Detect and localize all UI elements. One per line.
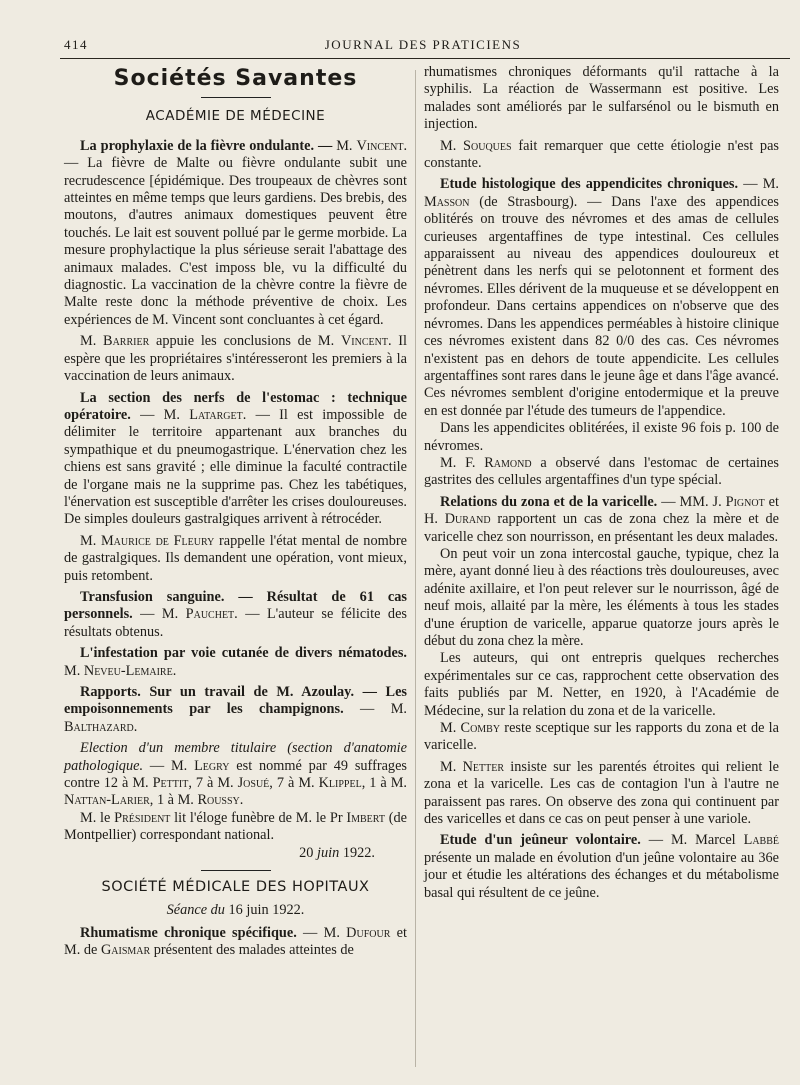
article-nematodes: L'infestation par voie cutanée de divers nématodes. M. Neveu-Lemaire. <box>64 645 407 679</box>
main-title: Sociétés Savantes <box>113 66 358 91</box>
paragraph-barrier: M. Barrier appuie les conclusions de M. Vincent. Il espère que les propriétaires s'intéresseront les premiers à la vaccination de leurs animaux. <box>64 333 407 385</box>
journal-title: JOURNAL DES PRATICIENS <box>324 37 522 52</box>
right-column <box>424 64 779 902</box>
title-rule <box>201 97 271 98</box>
article-election: Election d'un membre titulaire (section d'anatomie pathologique. — M. Legry est nommé par 49 suffrages contre 12 à M. Pettit, 7 à M. Josué, 7 à M. Klippel, 1 à M. Nattan-Larier, 1 à M. Roussy. <box>64 740 408 809</box>
author-name: Barrier <box>103 333 150 350</box>
author-name: Labbé <box>743 832 779 849</box>
paragraph-comby: M. Comby reste sceptique sur les rapports du zona et de la varicelle. <box>424 720 779 754</box>
article-title: Relations du zona et de la varicelle. <box>440 493 658 510</box>
article-title: Etude d'un jeûneur volontaire. <box>440 832 641 849</box>
article-appendicites: Etude histologique des appendicites chroniques. — M. Masson (de Strasbourg). — Dans l'axe des appendices oblitérés on trouve des névromes et des amas de cellules curieuses argentaffines de type intestinal. Ces cellules apparaissent au niveau des appendices douloureux et pénètrent dans les nerfs qui se pelotonnent et forment des névromes. Elles dérivent de la muqueuse et se développent en profondeur. Dans certains appendices on n'observe que des névromes. Dans les appendices perméables à histoire clinique ces névromes existent dans 82 0/0 des cas. Ces névromes n'existent pas en dehors de toute appendicite. Les cellules argentaffines sont rares dans le jeune âge et dans l'âge avancé. Ces névromes semblent d'origine entodermique et la preuve en est donnée par l'étude des tumeurs de l'appendice. <box>424 176 779 419</box>
signature-date: 20 juin 1922. <box>299 844 375 861</box>
author-name: Latarget <box>189 406 243 423</box>
section-title-academie: ACADÉMIE DE MÉDECINE <box>145 108 326 125</box>
column-divider <box>415 70 416 1067</box>
paragraph-zona-recherches: Les auteurs, qui ont entrepris quelques recherches expérimentales sur ce cas, rapprochent cette observation des faits publiés par M. Netter, en 1920, à l'Académie de Médecine, sur la relation du zona et de la varicelle. <box>424 650 779 719</box>
article-title: L'infestation par voie cutanée de divers nématodes. <box>80 645 407 662</box>
article-title-italic: Election d'un membre titulaire (section d'anatomie pathologique. <box>64 740 407 774</box>
author-name: Balthazard <box>64 718 134 735</box>
author-name: Maurice de Fleury <box>100 532 215 549</box>
author-name: Nattan-Larier <box>64 792 150 809</box>
paragraph-de-fleury: M. Maurice de Fleury rappelle l'état mental de nombre de gastralgiques. Ils demandent une opération, vont mieux, puis retombent. <box>64 532 407 584</box>
author-name: Legry <box>194 757 230 774</box>
author-name: Dufour <box>346 924 391 941</box>
paragraph-eloge: M. le Président lit l'éloge funèbre de M. le Pr Imbert (de Montpellier) correspondant national. <box>64 809 407 844</box>
paragraph-souques: M. Souques fait remarquer que cette étiologie n'est pas constante. <box>424 137 779 172</box>
article-title: La section des nerfs de l'estomac : technique opératoire. <box>64 389 407 423</box>
author-name: Souques <box>463 137 512 154</box>
author-name: Masson <box>424 193 470 210</box>
author-name: Vincent <box>356 137 404 154</box>
author-name: Gaismar <box>100 942 151 959</box>
article-title: Transfusion sanguine. — Résultat de 61 cas personnels. <box>64 588 407 623</box>
section-rule <box>201 870 271 871</box>
article-title: Rhumatisme chronique spécifique. <box>80 924 297 941</box>
article-zona-varicelle: Relations du zona et de la varicelle. — MM. J. Pignot et H. Durand rapportent un cas de zona chez la mère et de varicelle chez son nourrisson, en présentant les deux malades. <box>424 493 779 545</box>
author-name: Klippel <box>318 775 362 792</box>
paragraph-rhumatisme-cont: rhumatismes chroniques déformants qu'il rattache à la syphilis. La réaction de Wassermann est positive. Les malades sont améliorés par le sulfarsénol ou le bismuth en injection. <box>424 64 779 133</box>
author-name: Pauchet <box>185 606 235 623</box>
author-name: Comby <box>460 720 501 737</box>
author-name: Imbert <box>346 809 385 826</box>
seance-line: Séance du 16 juin 1922. <box>166 902 305 919</box>
article-title: La prophylaxie de la fièvre ondulante. — <box>80 137 333 154</box>
author-name: Pettit <box>152 775 189 792</box>
paragraph-netter: M. Netter insiste sur les parentés étroites qui relient le zona et la varicelle. Les cas de contagion l'un à l'autre ne paraissent pas rares. On observe des zona qui continuent par des varicelles et dans ce cas on peut penser à une variole. <box>424 758 779 828</box>
header-rule <box>60 58 790 59</box>
author-name: Roussy <box>197 792 240 809</box>
paragraph-appendicites-stat: Dans les appendicites oblitérées, il existe 96 fois p. 100 de névromes. <box>424 420 779 454</box>
article-jeuneur: Etude d'un jeûneur volontaire. — M. Marcel Labbé présente un malade en évolution d'un jeûne volontaire au 36e jour et étudie les altérations des échanges et du métabolisme basal qui résultent de ce jeûne. <box>424 832 779 901</box>
article-rhumatisme: Rhumatisme chronique spécifique. — M. Dufour et M. de Gaismar présentent des malades atteintes de <box>64 924 407 959</box>
author-name: Josué <box>237 775 270 792</box>
article-title: Etude histologique des appendicites chroniques. <box>440 176 739 193</box>
author-name: Ramond <box>484 454 532 471</box>
article-transfusion: Transfusion sanguine. — Résultat de 61 cas personnels. — M. Pauchet. — L'auteur se félicite des résultats obtenus. <box>64 588 407 640</box>
author-name: Président <box>114 809 171 826</box>
article-champignons: Rapports. Sur un travail de M. Azoulay. — Les empoisonnements par les champignons. — M. Balthazard. <box>64 684 408 735</box>
article-nerfs-estomac: La section des nerfs de l'estomac : technique opératoire. — M. Latarget. — Il est impossible de délimiter le territoire appartenant aux branches du sympathique et du pneumogastrique. L'énervation chez les chiens est sans gravité ; elle diminue la faculté contractile de l'organe mais ne la supprime pas. Chez les tabétiques, l'énervation est susceptible d'arrêter les crises douloureuses. De simples douleurs gastralgiques arrivent à rétrocéder. <box>64 389 408 528</box>
left-column <box>64 64 407 960</box>
author-name: Pignot <box>725 493 765 510</box>
section-title-hopitaux: SOCIÉTÉ MÉDICALE DES HOPITAUX <box>101 879 370 896</box>
article-fievre-ondulante: La prophylaxie de la fièvre ondulante. — M. Vincent. — La fièvre de Malte ou fièvre ondulante subit une recrudescence [épidémique. Des troupeaux de chèvres sont atteintes en même temps que leurs gardiens. Des brebis, des moutons, d'autres animaux domestiques peuvent être touchés. Le lait est souvent pollué par le germe morbide. La mesure prophylactique la plus sérieuse serait l'abattage des animaux malades. C'est imposs ble, vu la difficulté du diagnostic. La vaccination de la chèvre contre la fièvre de Malte reste donc la méthode préventive de choix. Les expériences de M. Vincent sont concluantes à cet égard. <box>64 137 408 328</box>
author-name: Vincent <box>340 333 388 350</box>
author-name: Netter <box>462 758 505 775</box>
author-name: Durand <box>444 511 491 528</box>
article-title: Rapports. Sur un travail de M. Azoulay. — Les empoisonnements par les champignons. <box>64 684 407 718</box>
paragraph-zona-observation: On peut voir un zona intercostal gauche, typique, chez la mère, ayant donné lieu à des réactions très douloureuses, avec adénite axillaire, et l'on peut relever sur le nourrisson, âgé de neuf mois, allaité par la mère, les éléments à tous les stades d'une éruption de varicelle, apparue quatorze jours après le début du zona chez la mère. <box>424 545 779 649</box>
page-number: 414 <box>64 37 88 52</box>
paragraph-ramond: M. F. Ramond a observé dans l'estomac de certaines gastrites des cellules argentaffines d'un type spécial. <box>424 454 779 489</box>
author-name: Neveu-Lemaire <box>83 662 173 679</box>
page-header <box>64 37 782 55</box>
